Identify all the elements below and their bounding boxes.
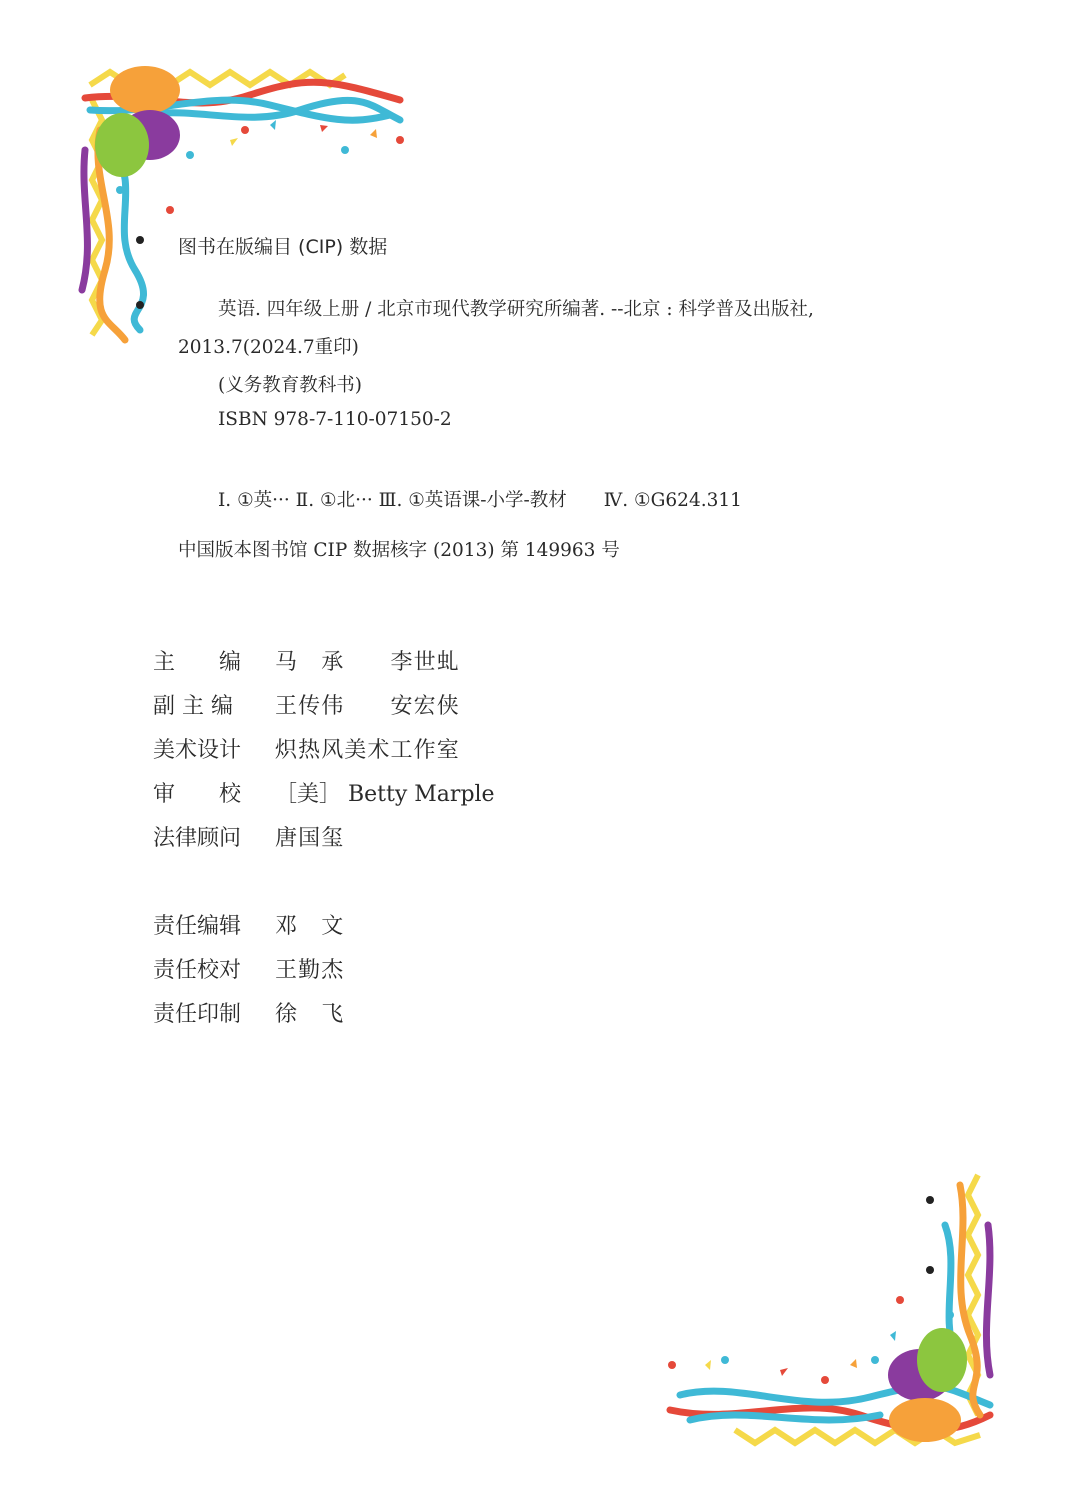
credit-name: 马 承 李世虬	[275, 650, 460, 675]
green-balloon	[917, 1328, 967, 1392]
cip-series-line: (义务教育教科书)	[218, 375, 362, 396]
orange-balloon	[110, 66, 180, 114]
credit-role: 法律顾问	[153, 826, 242, 851]
credit-name: ［美］ Betty Marple	[275, 782, 495, 807]
credit-name: 徐 飞	[275, 1002, 345, 1027]
credit-name: 王传伟 安宏侠	[275, 694, 460, 719]
credit-role: 责任编辑	[153, 914, 242, 939]
credit-role: 责任印制	[153, 1002, 242, 1027]
credit-name: 唐国玺	[275, 826, 345, 851]
cip-date-line: 2013.7(2024.7重印)	[178, 337, 359, 358]
credit-role: 美术设计	[153, 738, 242, 763]
credit-name: 王勤杰	[275, 958, 345, 983]
credit-role: 副 主 编	[153, 694, 233, 719]
credit-name: 炽热风美术工作室	[275, 738, 460, 763]
credit-name: 邓 文	[275, 914, 345, 939]
cip-classification: Ⅰ. ①英··· Ⅱ. ①北··· Ⅲ. ①英语课-小学-教材 Ⅳ. ①G624.311	[218, 490, 742, 511]
credit-role: 责任校对	[153, 958, 242, 983]
credit-role: 审 校	[153, 782, 242, 807]
cip-title-line: 英语. 四年级上册 / 北京市现代教学研究所编著. --北京 : 科学普及出版社,	[218, 299, 814, 320]
green-balloon	[95, 113, 149, 177]
cip-record-number: 中国版本图书馆 CIP 数据核字 (2013) 第 149963 号	[178, 540, 620, 561]
cip-heading: 图书在版编目 (CIP) 数据	[178, 236, 388, 258]
party-decoration-bottom-right	[660, 1165, 1010, 1455]
credit-role: 主 编	[153, 650, 242, 675]
cip-isbn: ISBN 978-7-110-07150-2	[218, 409, 452, 430]
orange-balloon	[889, 1398, 961, 1442]
